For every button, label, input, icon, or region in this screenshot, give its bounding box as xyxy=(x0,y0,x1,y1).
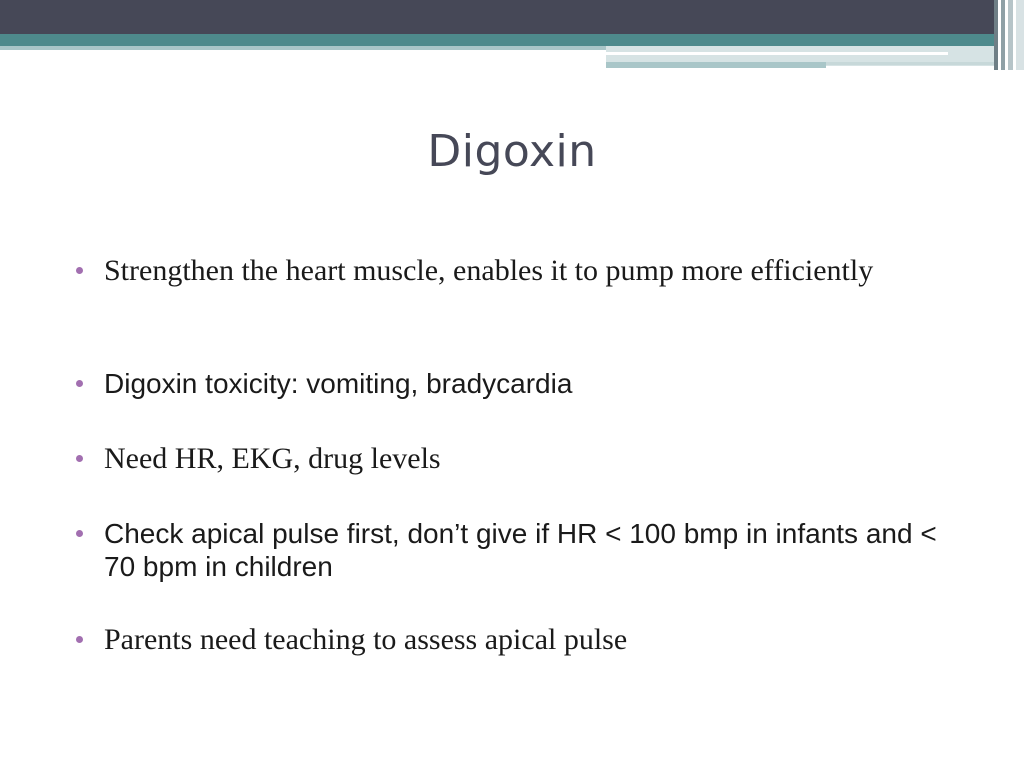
list-item xyxy=(76,254,946,287)
bullet-dot-icon xyxy=(76,455,83,462)
bullet-dot-icon xyxy=(76,267,83,274)
list-item xyxy=(76,367,946,400)
bullet-text: Parents need teaching to assess apical pulse xyxy=(104,623,628,656)
header-band-teal-light xyxy=(0,46,608,50)
bullet-text: Need HR, EKG, drug levels xyxy=(104,442,441,475)
bullet-dot-icon xyxy=(76,530,83,537)
bullet-text: Strengthen the heart muscle, enables it to pump more efficiently xyxy=(104,254,874,287)
header-edge-stripes xyxy=(994,0,1024,70)
bullet-dot-icon xyxy=(76,380,83,387)
header-band-teal xyxy=(0,34,1024,46)
header-accent-line xyxy=(606,52,948,55)
list-item xyxy=(76,623,946,656)
bullet-list xyxy=(76,254,946,656)
list-item xyxy=(76,517,946,583)
list-item xyxy=(76,442,946,475)
slide-title: Digoxin xyxy=(427,126,597,177)
bullet-dot-icon xyxy=(76,636,83,643)
header-band-dark xyxy=(0,0,1024,34)
header-accent-line xyxy=(606,62,826,68)
bullet-text: Digoxin toxicity: vomiting, bradycardia xyxy=(104,368,573,399)
bullet-text: Check apical pulse first, don’t give if HR < 100 bmp in infants and < 70 bpm in children xyxy=(104,518,937,582)
